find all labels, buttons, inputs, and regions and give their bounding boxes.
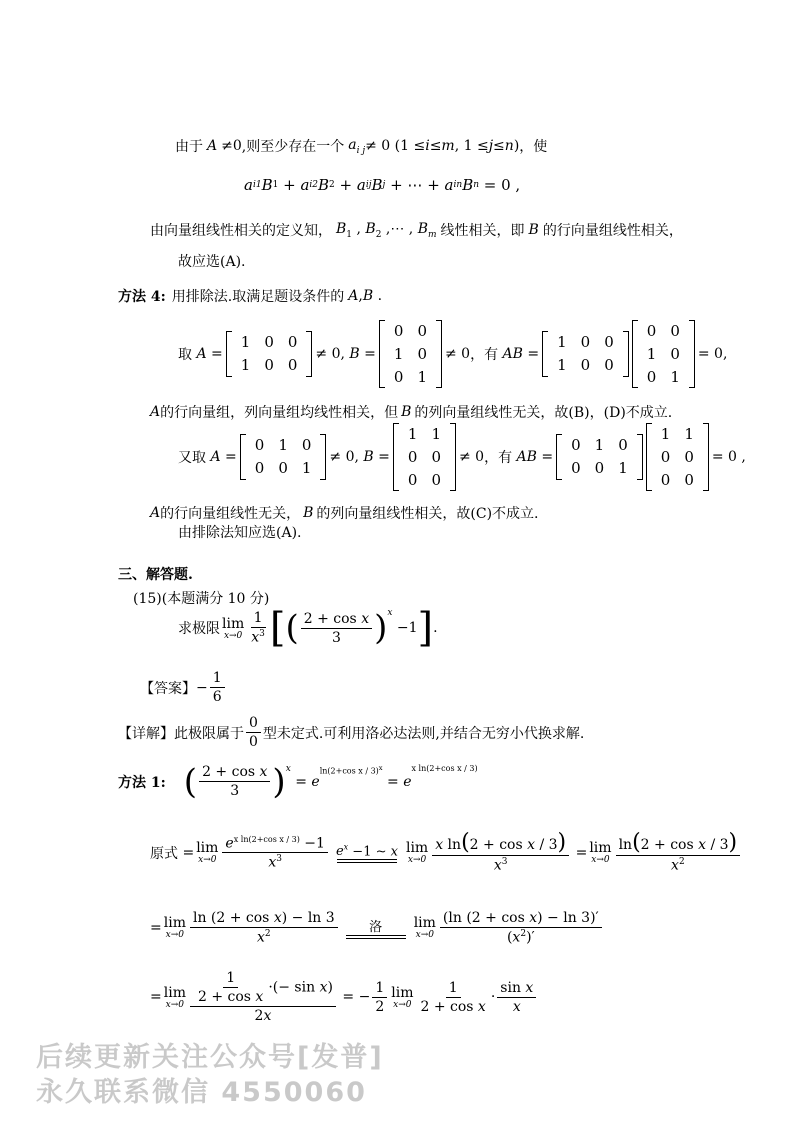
text-segment: 的列向量组线性相关，故(C)不成立. [316, 506, 539, 522]
para-line-4: 故应选(A). [178, 254, 246, 270]
text-segment: ，有 [484, 450, 513, 467]
math-a: A [207, 138, 218, 154]
method1-line: 方法 1: ( $\frac{\text{2 + cos x}}{3}$ ) x = e ln(2+cos x / 3)$^x$ = e x ln(2+cos x / 3) [118, 761, 478, 802]
para-row-a-b: A 的行向量组，列向量组均线性相关，但 B 的列向量组线性无关，故(B)，(D)不成立. [150, 404, 673, 421]
text-segment: 由于 [175, 139, 203, 155]
para-row2: A 的行向量组线性无关， B 的列向量组线性相关，故(C)不成立. [150, 505, 539, 522]
text-segment: 的行向量组线性无关， [160, 506, 301, 522]
derivation-line-3: = lim x→0 $\frac{1}{\text{2 + cos x}}$ ·(− sin x) 2x = − $\frac{1}{2}$ lim x→0 $\frac{1}{\text{2 + cos x}}$ · $\frac{\text{sin x}}{x}$ [150, 970, 538, 1024]
method-label: 方法 1: [118, 774, 166, 791]
matrix-line-2: 又取 A = 0 1 0 0 0 1 ≠ 0, B = 1 1 0 0 0 0 ≠ 0 ，有 AB = 0 1 0 0 0 1 1 1 0 0 0 0 = 0 , [178, 423, 746, 491]
matrix-a1-product: 1 0 0 1 0 0 [542, 331, 629, 377]
equation-sum: a i1 B 1 + a i2 B 2 + a ij B j + ⋯ + a in B n = 0 , [244, 176, 521, 194]
question-15-header: (15)(本题满分 10 分) [133, 591, 270, 607]
matrix-a1: 1 0 0 1 0 0 [226, 331, 313, 377]
matrix-b1-product: 0 0 1 0 0 1 [632, 320, 695, 388]
matrix-a2: 0 1 0 0 0 1 [240, 434, 327, 480]
equiv-sign: $e^x -1$ ∼ x [336, 843, 398, 863]
text-segment: 的行向量组线性相关， [542, 223, 683, 239]
text-segment: 的行向量组，列向量组均线性相关，但 [160, 405, 399, 421]
text-segment: 线性相关，即 [440, 223, 525, 239]
text-segment: 又取 [178, 450, 206, 467]
text-segment: 取 [178, 347, 192, 364]
watermark-line-1: 后续更新关注公众号[发普] [36, 1042, 384, 1073]
text-segment: 此极限属于 [174, 725, 244, 742]
text-segment: ，使 [519, 139, 548, 155]
matrix-b2-product: 1 1 0 0 0 0 [646, 423, 709, 491]
math-aij: $a_{i j}$ [348, 136, 366, 156]
text-segment: 型未定式.可利用洛必达法则,并结合无穷小代换求解. [262, 725, 585, 742]
matrix-line-1: 取 A = 1 0 0 1 0 0 ≠ 0, B = 0 0 1 0 0 1 ≠ 0 ，有 AB = 1 0 0 1 0 0 0 0 1 0 0 1 = 0, [178, 320, 727, 388]
para-line-1: 由于 A ≠0 ,则至少存在一个 $a_{i j}$ ≠ 0 (1 ≤ i ≤ m , 1 ≤ j ≤ n ) ，使 [175, 136, 548, 156]
matrix-b2: 1 1 0 0 0 0 [393, 423, 456, 491]
text-segment: ，有 [470, 347, 499, 364]
detail-label: 【详解】 [118, 725, 174, 742]
text-segment: 用排除法.取满足题设条件的 [171, 289, 345, 305]
matrix-a2-product: 0 1 0 0 0 1 [556, 434, 643, 480]
answer: 【答案】 − $\frac{1}{6}$ [140, 670, 227, 705]
derivation-line-1: 原式 = lim x→0 $\frac{e^{x ln(2+cos x / 3)} -1}{x^3}$ $e^x -1$ ∼ x lim x→0 $\frac{\text{x ln(2 + cos x / 3)}}{x^3}$ = lim x→0 $\frac{\text{ln(2 + cos x / 3)}}{x^2}$ [150, 832, 742, 874]
para-line-3: 由向量组线性相关的定义知， $B_1$ , $B_2$ ,⋯ , $B_m$ 线性相关，即 B 的行向量组线性相关， [150, 220, 683, 240]
text-segment: ,则至少存在一个 [241, 139, 345, 155]
text-segment: 原式 [150, 845, 178, 862]
text-segment: 的列向量组线性无关，故(B)，(D)不成立. [414, 405, 673, 421]
derivation-line-2: = lim x→0 $\frac{\text{ln (2 + cos x) − ln 3}}{x^2}$ 洛 lim x→0 $\frac{\text{(ln (2 + cos x) − ln 3)′}}{(x^2)'}$ [150, 910, 604, 946]
matrix-b1: 0 0 1 0 0 1 [379, 320, 442, 388]
lhopital-sign: 洛 [346, 916, 406, 939]
question-15-limit: 求极限 lim x→0 $\frac{1}{x^3}$ [ ( $\frac{\text{2 + cos x}}{3}$ ) x −1 ] . [178, 605, 438, 651]
detail: 【详解】 此极限属于 $\frac{0}{0}$ 型未定式.可利用洛必达法则,并结合无穷小代换求解. [118, 715, 585, 750]
section-heading: 三、解答题. [118, 567, 193, 583]
text-segment: 求极限 [178, 621, 220, 637]
answer-label: 【答案】 [140, 680, 196, 697]
watermark-line-2: 永久联系微信 4550060 [36, 1077, 367, 1108]
method4-heading: 方法 4: 用排除法.取满足题设条件的 A , B . [118, 288, 383, 305]
conclusion: 由排除法知应选(A). [178, 525, 302, 541]
text-segment: 由向量组线性相关的定义知， [150, 223, 332, 239]
method-label: 方法 4: [118, 289, 166, 305]
